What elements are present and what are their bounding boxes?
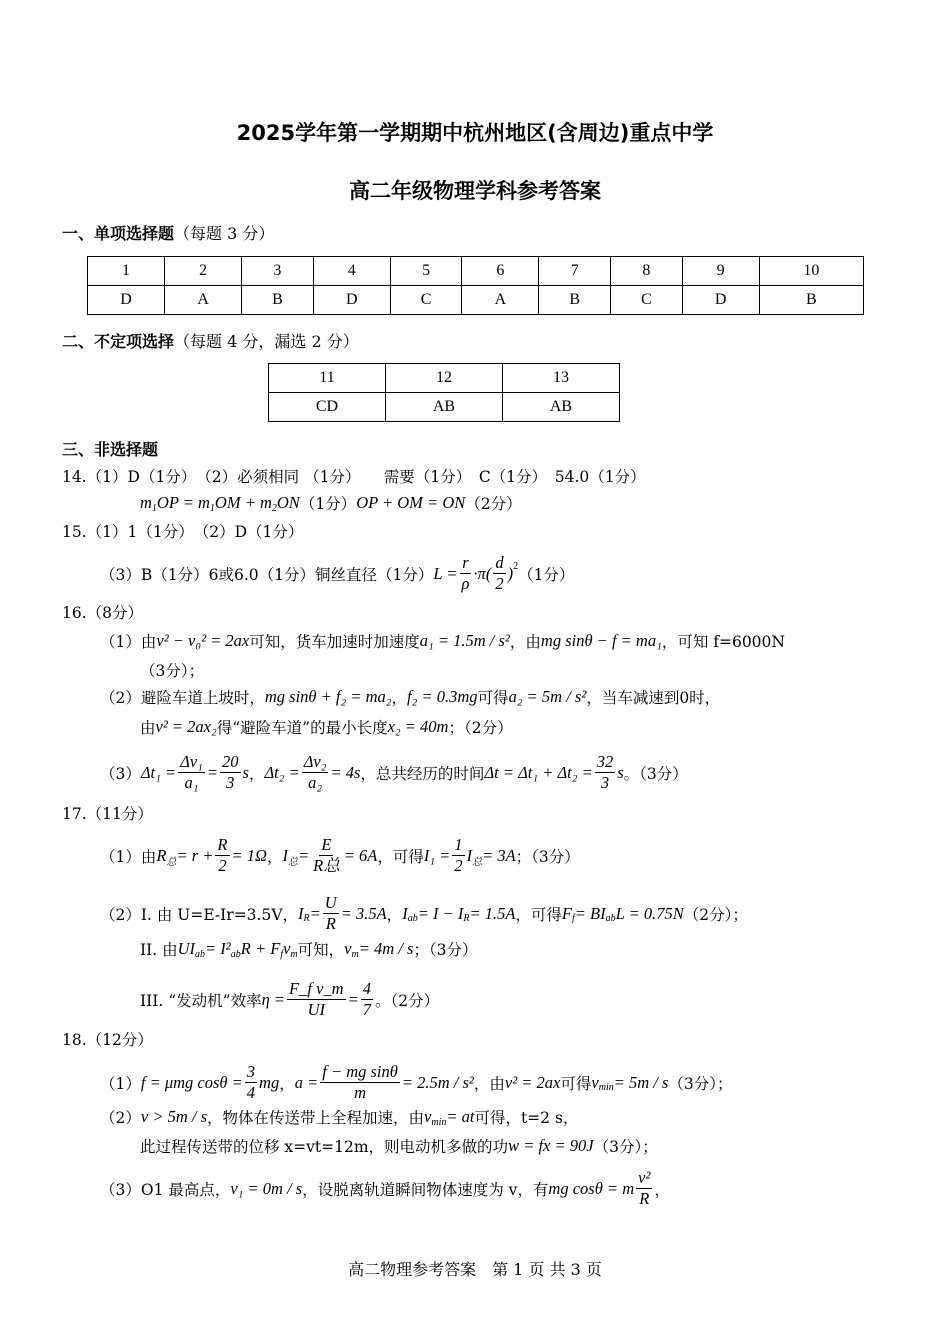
subscript: f xyxy=(280,948,284,960)
formula-text: mg xyxy=(259,1072,280,1092)
formula-text: = 2.5m / s² xyxy=(401,1072,474,1092)
answer-text: 。（3分） xyxy=(623,764,688,783)
fraction xyxy=(302,752,329,793)
section-heading-3 xyxy=(62,437,158,460)
subscript: f xyxy=(572,913,575,924)
answer-line xyxy=(62,601,143,623)
section-title: 一、单项选择题 xyxy=(62,224,175,243)
answer-text: ；（3分） xyxy=(413,941,478,959)
table-cell: AB xyxy=(503,393,620,422)
formula-text: x₂ = 40m xyxy=(387,717,449,736)
answer-text: ，由 xyxy=(509,633,541,651)
table-cell: A xyxy=(462,286,539,315)
formula-text: = BI xyxy=(574,903,606,923)
formula-text: I xyxy=(282,845,288,865)
section-note: （每题 3 分） xyxy=(174,224,275,243)
formula-text: = xyxy=(206,762,219,782)
formula-text: = I − I xyxy=(417,903,464,923)
formula-text: Δt = Δt₁ + Δt₂ = xyxy=(484,762,593,782)
table-cell: 2 xyxy=(165,257,242,286)
fraction-denominator: 2 xyxy=(454,856,463,875)
answer-text: 可知，货车加速时加速度 xyxy=(249,633,420,651)
answer-text: ；（2分） xyxy=(448,719,513,737)
answer-line xyxy=(140,1135,658,1157)
formula-text: v > 5m / s xyxy=(140,1107,208,1126)
answer-text: （3分）； xyxy=(593,1138,658,1156)
page-footer: 高二物理参考答案 第 1 页 共 3 页 xyxy=(348,1260,602,1279)
formula-text: R xyxy=(156,845,167,865)
section-title: 三、非选择题 xyxy=(62,440,159,459)
table-cell: D xyxy=(88,286,165,315)
answer-line xyxy=(100,630,785,652)
formula-text: = xyxy=(309,903,321,923)
formula-text: v² = 2ax₂ xyxy=(155,717,217,736)
formula-text: mg sinθ − f = ma₁ xyxy=(540,631,662,650)
document-title: 2025学年第一学期期中杭州地区(含周边)重点中学 xyxy=(236,121,714,145)
subscript: 总 xyxy=(166,857,177,868)
table-row-numbers xyxy=(88,257,864,286)
subscript: ab xyxy=(230,948,241,960)
answer-line xyxy=(100,835,580,876)
formula-text: = xyxy=(347,989,359,1009)
fraction-denominator: ρ xyxy=(461,574,470,593)
fraction-numerator: F_f v_m xyxy=(289,979,344,998)
formula-text: η = xyxy=(261,989,286,1009)
table-cell: 9 xyxy=(682,257,759,286)
formula-text: Δt₁ = xyxy=(140,762,177,782)
table-cell: CD xyxy=(269,393,386,422)
subscript: 1 xyxy=(151,502,157,514)
formula-text: ·π( xyxy=(473,563,492,583)
formula-text: f₂ = 0.3mg xyxy=(407,687,478,706)
fraction-denominator: 4 xyxy=(246,1083,256,1102)
formula-text: ON xyxy=(276,493,300,512)
formula-text: v² − v₀² = 2ax xyxy=(156,631,250,650)
subscript: ab xyxy=(195,948,206,960)
answer-line xyxy=(140,492,522,514)
fraction-denominator: 7 xyxy=(362,1000,371,1019)
answer-text: ， xyxy=(654,1180,670,1199)
formula-text: v xyxy=(591,1072,599,1092)
fraction-numerator: 4 xyxy=(362,979,371,998)
formula-text: v xyxy=(283,939,291,958)
answer-text: 17.（11分） xyxy=(62,805,153,823)
answer-text: ， xyxy=(266,847,283,866)
subscript: R xyxy=(463,913,470,924)
subscript: min xyxy=(598,1082,614,1093)
answer-text: 14.（1）D（1分） （2）必须相同 （1分） 需要（1分） C（1分） 54.0（1分） xyxy=(62,468,646,486)
answer-text: （1） xyxy=(100,1074,141,1093)
formula-text: = I² xyxy=(205,939,231,958)
table-cell: B xyxy=(242,286,314,315)
formula-text: a₁ = 1.5m / s² xyxy=(419,631,510,650)
fraction-denominator: R总 xyxy=(313,856,340,875)
answer-text: ，当车减速到0时， xyxy=(586,689,721,707)
fraction-numerator: Δv₁ xyxy=(180,752,203,771)
formula-text: I xyxy=(466,845,473,865)
table-cell: 1 xyxy=(88,257,165,286)
fraction xyxy=(178,752,205,793)
table-row-answers xyxy=(88,286,864,315)
formula-text: = 6A xyxy=(343,845,378,865)
answer-text: 可得 xyxy=(560,1074,592,1093)
subscript: ab xyxy=(407,913,418,924)
table-cell: 12 xyxy=(386,364,503,393)
answer-text: ， xyxy=(386,905,403,924)
answer-text: （2） xyxy=(100,1109,141,1127)
answer-text: ， xyxy=(248,764,265,783)
answer-line xyxy=(100,752,688,793)
answer-text: 可得 xyxy=(477,689,509,707)
answer-text: （2）I. 由 U=E-Ir=3.5V， xyxy=(100,905,299,924)
answer-text: ，总共经历的时间 xyxy=(360,764,485,783)
formula-text: L = xyxy=(433,563,458,583)
formula-text: v xyxy=(344,939,352,958)
answer-text: （3）B（1分）6或6.0（1分）铜丝直径（1分） xyxy=(100,565,434,584)
answer-line xyxy=(100,893,748,934)
answer-text: ，物体在传送带上全程加速，由 xyxy=(207,1109,425,1127)
answer-text: （2）避险车道上坡时， xyxy=(100,689,265,707)
formula-text: a₂ = 5m / s² xyxy=(508,687,587,706)
fraction xyxy=(220,752,241,793)
subscript: R xyxy=(303,913,310,924)
section-note: （每题 4 分，漏选 2 分） xyxy=(174,332,359,351)
table-cell: 7 xyxy=(539,257,611,286)
document-subtitle: 高二年级物理学科参考答案 xyxy=(349,179,601,203)
fraction-numerator: Δv₂ xyxy=(303,752,327,771)
answer-text: ，设脱离轨道瞬间物体速度为 v，有 xyxy=(302,1180,549,1199)
table-cell: D xyxy=(682,286,759,315)
fraction xyxy=(493,553,505,594)
answer-text: ， xyxy=(391,689,408,707)
fraction xyxy=(215,835,229,876)
answer-text: ；（3分） xyxy=(515,847,580,866)
answer-text: （3分）； xyxy=(668,1074,733,1093)
fraction xyxy=(323,893,339,934)
answer-line xyxy=(100,1106,578,1128)
formula-text: s xyxy=(242,762,249,782)
table-cell: D xyxy=(313,286,390,315)
formula-text: = at xyxy=(446,1107,475,1126)
fraction-denominator: m xyxy=(354,1083,366,1102)
answer-line xyxy=(140,938,478,960)
formula-text: = xyxy=(297,845,310,865)
table-cell: 4 xyxy=(313,257,390,286)
formula-text: = 4s xyxy=(330,762,361,782)
answer-line xyxy=(100,553,574,594)
formula-text: f = μmg cosθ = xyxy=(140,1072,243,1092)
subscript: m xyxy=(290,948,298,960)
fraction-denominator: 2 xyxy=(495,574,504,593)
answer-line xyxy=(140,716,513,738)
table-cell: A xyxy=(165,286,242,315)
section-heading-2 xyxy=(62,329,359,352)
table-cell: 13 xyxy=(503,364,620,393)
answer-text: ，可得 xyxy=(377,847,424,866)
fraction-numerator: f − mg sinθ xyxy=(322,1062,398,1081)
answer-text: 可知， xyxy=(297,941,345,959)
fraction-numerator: 1 xyxy=(454,835,463,854)
formula-text: I xyxy=(298,903,304,923)
answer-text: ，可得 xyxy=(515,905,562,924)
table-cell: B xyxy=(539,286,611,315)
answer-line xyxy=(100,1062,733,1103)
answer-line xyxy=(62,520,303,542)
table-cell: 5 xyxy=(390,257,462,286)
formula-text: s xyxy=(617,762,624,782)
answer-text: 由 xyxy=(140,719,156,737)
answer-text: 可得，t=2 s， xyxy=(474,1109,579,1127)
answer-line xyxy=(62,465,646,487)
answer-text: 16.（8分） xyxy=(62,604,144,622)
table-cell: 11 xyxy=(269,364,386,393)
answer-text: （3） xyxy=(100,764,141,783)
fraction-numerator: v² xyxy=(638,1168,651,1187)
table-cell: 10 xyxy=(759,257,863,286)
answer-text: II. 由 xyxy=(140,941,178,959)
subscript: ab xyxy=(605,913,616,924)
table-cell: AB xyxy=(386,393,503,422)
formula-text: v₁ = 0m / s xyxy=(230,1178,303,1198)
fraction-numerator: r xyxy=(462,553,469,572)
answer-text: ，由 xyxy=(473,1074,505,1093)
fraction-numerator: E xyxy=(321,835,332,854)
formula-text: = 4m / s xyxy=(358,939,414,958)
fraction xyxy=(595,752,616,793)
table-cell: B xyxy=(759,286,863,315)
formula-text: R + F xyxy=(240,939,281,958)
subscript: 1 xyxy=(209,502,215,514)
section-heading-1 xyxy=(62,221,274,244)
fraction-denominator: 3 xyxy=(226,773,235,792)
fraction xyxy=(245,1062,257,1103)
answer-text: ，可知 f=6000N xyxy=(661,633,785,651)
fraction-numerator: 20 xyxy=(222,752,239,771)
fraction-denominator: a₂ xyxy=(308,773,323,792)
formula-text: OP + OM = ON xyxy=(356,493,466,512)
subscript: m xyxy=(351,948,359,960)
table-cell: 8 xyxy=(611,257,683,286)
answer-text: 此过程传送带的位移 x=vt=12m，则电动机多做的功 xyxy=(140,1138,509,1156)
fraction xyxy=(320,1062,400,1103)
answer-text: III. “发动机”效率 xyxy=(140,991,262,1010)
fraction xyxy=(452,835,464,876)
fraction-denominator: 2 xyxy=(218,856,227,875)
formula-text: OP = m xyxy=(156,493,210,512)
fraction-denominator: R xyxy=(325,914,336,933)
answer-text: 。（2分） xyxy=(374,991,440,1010)
subscript: 2 xyxy=(271,502,277,514)
table-cell: C xyxy=(390,286,462,315)
table-cell: 3 xyxy=(242,257,314,286)
answer-text: （1分） xyxy=(299,495,357,513)
formula-text: mg sinθ + f₂ = ma₂ xyxy=(264,687,392,706)
answer-line xyxy=(140,979,439,1020)
answer-text: （1）由 xyxy=(100,633,157,651)
fraction-numerator: d xyxy=(495,553,504,572)
answer-line xyxy=(100,1168,670,1209)
answer-line xyxy=(62,802,153,824)
answer-text: （2分）； xyxy=(683,905,748,924)
answer-text: （1分） xyxy=(518,565,575,584)
fraction-numerator: R xyxy=(217,835,228,854)
fraction xyxy=(636,1168,652,1209)
answer-text: （1）由 xyxy=(100,847,157,866)
answer-line xyxy=(62,1028,153,1050)
formula-text: UI xyxy=(177,939,196,958)
answer-text: （3）O1 最高点， xyxy=(100,1180,231,1199)
fraction-denominator: R xyxy=(639,1189,650,1208)
answer-text: 15.（1）1（1分） （2）D（1分） xyxy=(62,523,304,541)
fraction-numerator: U xyxy=(324,893,337,912)
formula-text: Δt₂ = xyxy=(264,762,300,782)
answer-text: 得“避险车道”的最小长度 xyxy=(216,719,388,737)
formula-text: ) xyxy=(507,563,514,583)
fraction-numerator: 32 xyxy=(596,752,614,771)
subscript: min xyxy=(431,1116,447,1128)
table-row-answers xyxy=(269,393,620,422)
table-cell: C xyxy=(611,286,683,315)
fraction-denominator: 3 xyxy=(600,773,610,792)
subscript: 总 xyxy=(287,857,298,868)
fraction-denominator: a₁ xyxy=(184,773,199,792)
fraction xyxy=(460,553,472,594)
table-row-numbers xyxy=(269,364,620,393)
formula-text: = 1Ω xyxy=(231,845,267,865)
fraction-numerator: 3 xyxy=(246,1062,256,1081)
formula-text: a = xyxy=(294,1072,319,1092)
formula-text: = 5m / s xyxy=(613,1072,669,1092)
formula-text: m xyxy=(140,493,152,512)
formula-text: F xyxy=(561,903,573,923)
formula-text: mg cosθ = m xyxy=(548,1178,635,1198)
formula-text: = r + xyxy=(176,845,214,865)
formula-text: v xyxy=(424,1107,432,1126)
formula-text: w = fx = 90J xyxy=(508,1136,594,1155)
answer-line xyxy=(140,659,204,681)
answer-text: （2分） xyxy=(465,495,522,513)
fraction-denominator: UI xyxy=(307,1000,325,1019)
answer-table-2 xyxy=(268,363,620,422)
fraction xyxy=(311,835,342,876)
answer-text: ， xyxy=(279,1074,295,1093)
formula-text: OM + m xyxy=(214,493,272,512)
formula-text: v² = 2ax xyxy=(504,1072,561,1092)
formula-text: = 1.5A xyxy=(469,903,516,923)
superscript: 2 xyxy=(513,561,519,572)
answer-text: （3分）； xyxy=(140,662,205,680)
fraction xyxy=(287,979,346,1020)
section-title: 二、不定项选择 xyxy=(62,332,175,351)
formula-text: = 3.5A xyxy=(340,903,387,923)
formula-text: I₁ = xyxy=(423,845,451,865)
answer-table-1 xyxy=(87,256,864,315)
table-cell: 6 xyxy=(462,257,539,286)
subscript: 总 xyxy=(472,857,483,868)
answer-line xyxy=(100,686,720,708)
answer-text: 18.（12分） xyxy=(62,1031,153,1049)
formula-text: I xyxy=(402,903,408,923)
fraction xyxy=(361,979,373,1020)
formula-text: L = 0.75N xyxy=(615,903,684,923)
formula-text: = 3A xyxy=(482,845,516,865)
